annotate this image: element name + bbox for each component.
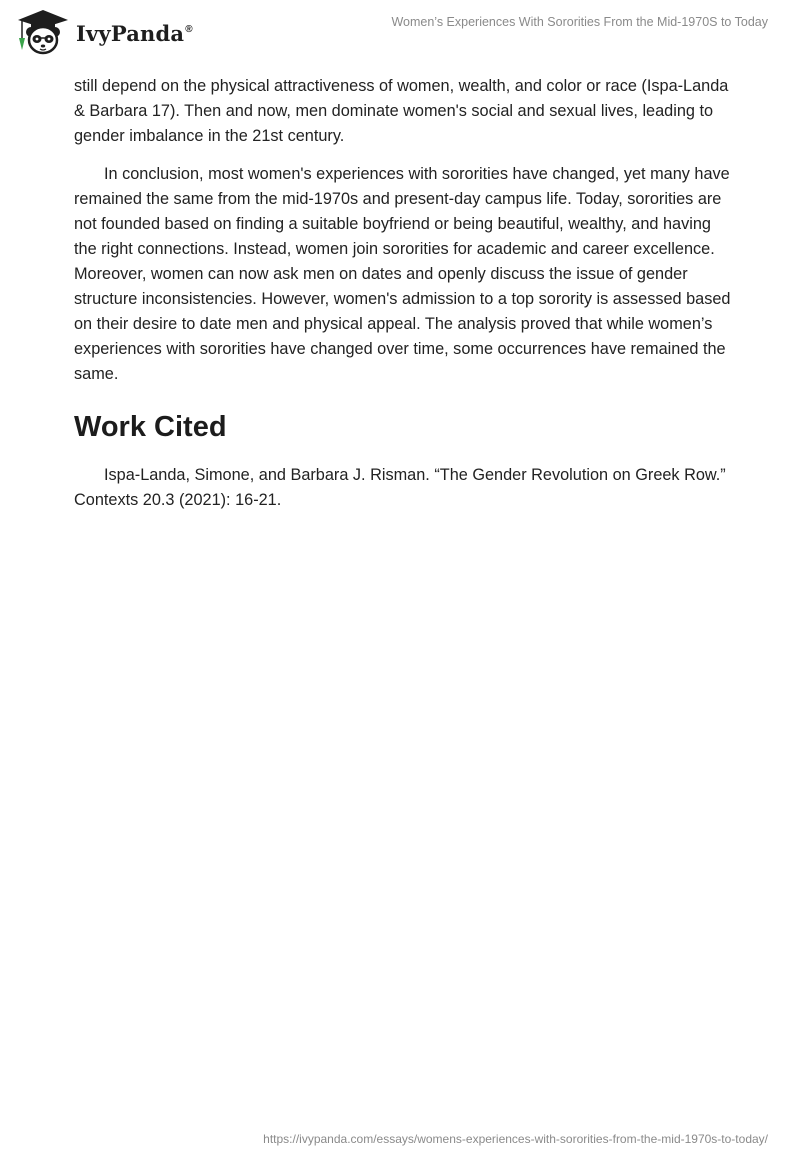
brand-name: IvyPanda® <box>76 20 193 46</box>
ivypanda-logo[interactable] <box>14 8 193 56</box>
body-paragraph-continued: still depend on the physical attractiveness of women, wealth, and color or race (Ispa-Landa & Barbara 17). Then and now, men dominate women's social and sexual lives, leading to gender imbalance in the 21st century. <box>74 77 729 145</box>
body-paragraph-conclusion: In conclusion, most women's experiences with sororities have changed, yet many have remained the same from the mid-1970s and present-day campus life. Today, sororities are not founded based on finding a suitable boyfriend or being beautiful, wealthy, and having the right connections. Instead, women join sororities for academic and career excellence. Moreover, women can now ask men on dates and openly discuss the issue of gender structure inconsistencies. However, women's admission to a top sorority is assessed based on their desire to date men and physical appeal. The analysis proved that while women’s experiences with sororities have changed over time, some occurrences have remained the same. <box>74 165 731 383</box>
running-title: Women’s Experiences With Sororities From the Mid-1970S to Today <box>391 15 768 29</box>
source-url[interactable]: https://ivypanda.com/essays/womens-experiences-with-sororities-from-the-mid-1970s-to-today/ <box>263 1132 768 1146</box>
registered-mark: ® <box>185 23 193 35</box>
works-cited-heading: Work Cited <box>74 411 227 443</box>
page-header <box>0 0 800 62</box>
essay-content <box>74 74 732 513</box>
panda-graduate-logo-icon <box>14 8 72 56</box>
citation-entry: Ispa-Landa, Simone, and Barbara J. Risman. “The Gender Revolution on Greek Row.” Contexts 20.3 (2021): 16-21. <box>74 466 726 509</box>
